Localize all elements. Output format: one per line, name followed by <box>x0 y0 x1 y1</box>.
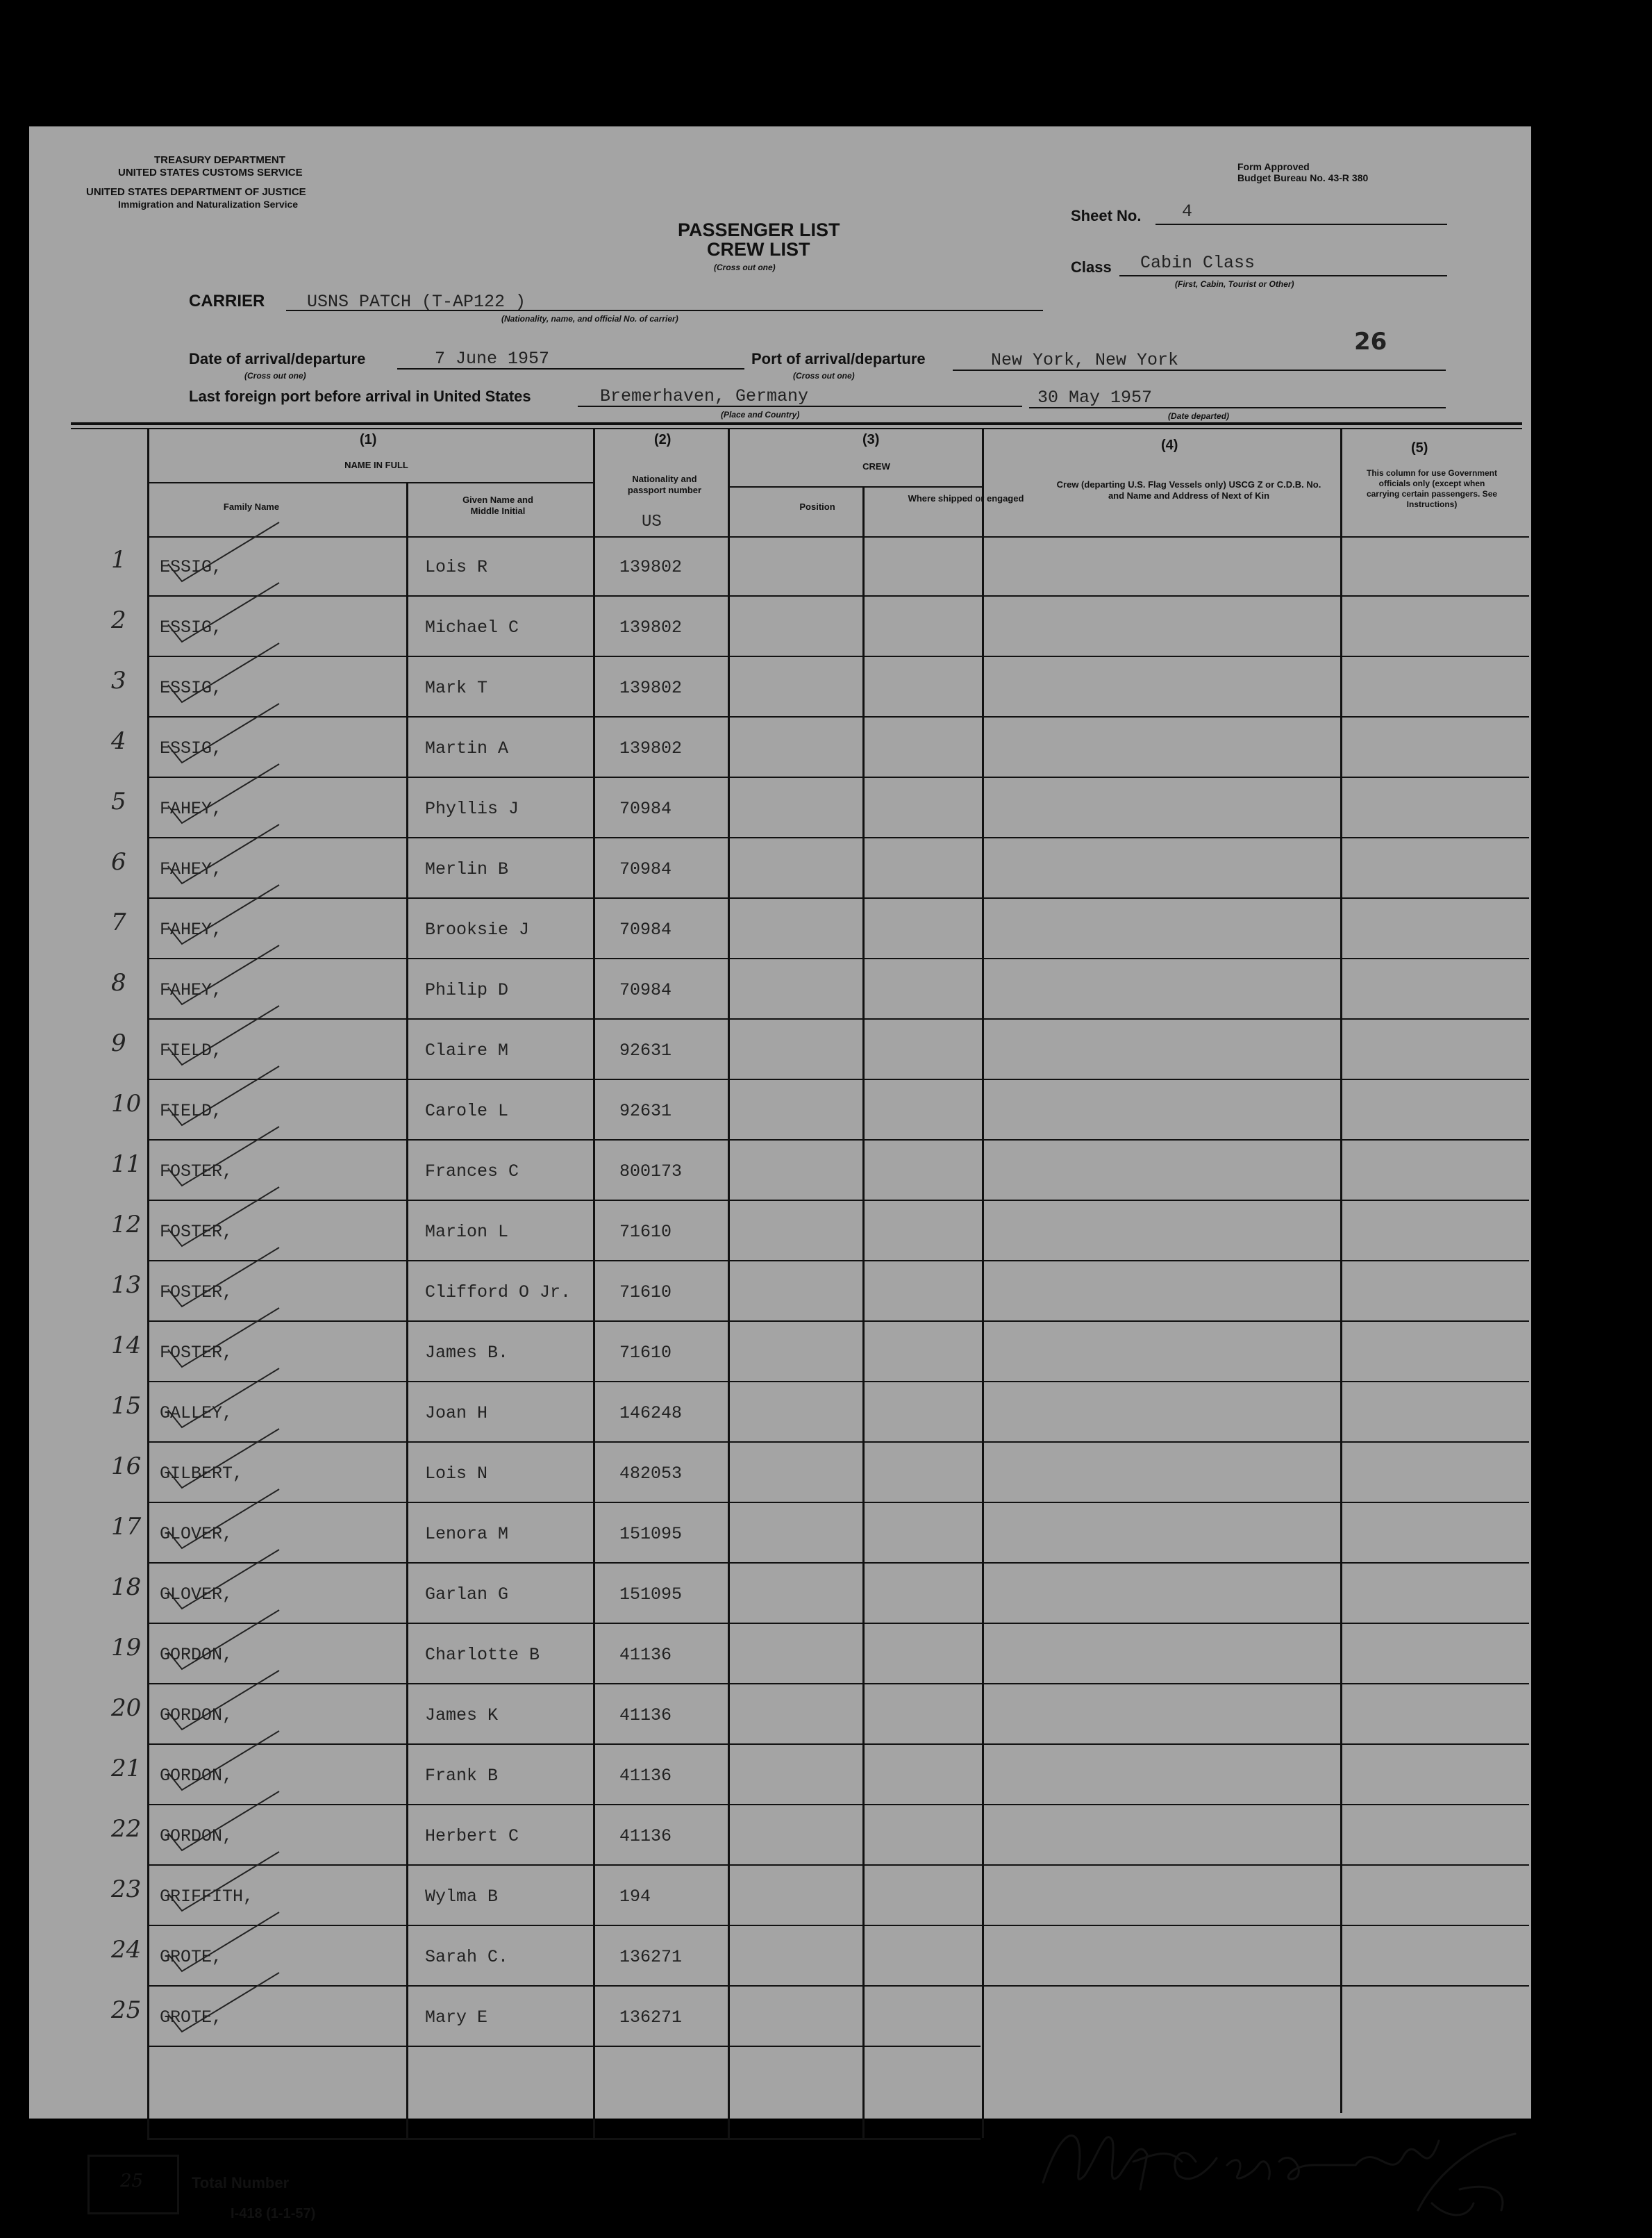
carrier-label: CARRIER <box>189 292 265 310</box>
table-top-rule <box>71 422 1522 425</box>
family-name-cell: GORDON, <box>160 1705 233 1725</box>
class-label: Class <box>1071 258 1112 276</box>
passport-cell: 139802 <box>619 557 683 577</box>
passport-cell: 41136 <box>619 1826 672 1846</box>
passport-cell: 41136 <box>619 1705 672 1725</box>
passport-cell: 136271 <box>619 1947 683 1967</box>
last-port-label: Last foreign port before arrival in United States <box>189 388 531 405</box>
passport-cell: 139802 <box>619 678 683 698</box>
rule-name-subhead <box>147 482 593 483</box>
given-name-cell: Marion L <box>425 1222 509 1242</box>
row-handwritten-number: 19 <box>111 1634 142 1661</box>
passport-cell: 71610 <box>619 1222 672 1242</box>
arrival-port-value: New York, New York <box>991 350 1179 370</box>
table-bottom-rule <box>147 2138 981 2140</box>
family-name-cell: ESSIG, <box>160 557 223 577</box>
family-name-cell: GALLEY, <box>160 1403 233 1423</box>
passport-cell: 151095 <box>619 1584 683 1605</box>
class-note: (First, Cabin, Tourist or Other) <box>1175 279 1294 289</box>
passport-cell: 70984 <box>619 799 672 819</box>
family-name-cell: FOSTER, <box>160 1222 233 1242</box>
family-name-cell: ESSIG, <box>160 738 223 759</box>
family-name-cell: FAHEY, <box>160 980 223 1000</box>
col-family-name: Family Name <box>223 502 280 512</box>
page-stamp: 26 <box>1354 328 1387 356</box>
passport-cell: 70984 <box>619 980 672 1000</box>
given-name-cell: Garlan G <box>425 1584 509 1605</box>
row-handwritten-number: 3 <box>111 667 126 695</box>
document-sheet <box>29 126 1531 2221</box>
family-name-cell: FOSTER, <box>160 1161 233 1182</box>
given-name-cell: Clifford O Jr. <box>425 1282 571 1302</box>
family-name-cell: GLOVER, <box>160 1524 233 1544</box>
given-name-cell: Mark T <box>425 678 488 698</box>
given-name-cell: Carole L <box>425 1101 509 1121</box>
row-handwritten-number: 5 <box>111 788 126 815</box>
given-name-cell: Claire M <box>425 1041 509 1061</box>
arrival-date-label: Date of arrival/departure <box>189 350 366 367</box>
title-note: (Cross out one) <box>714 263 776 272</box>
family-name-cell: FAHEY, <box>160 799 223 819</box>
row-handwritten-number: 12 <box>111 1211 142 1238</box>
arrival-port-note: (Cross out one) <box>793 371 855 381</box>
total-box <box>87 2155 179 2214</box>
col5-title: This column for use Government officials only (except when carrying certain passengers. See Instructions) <box>1366 468 1498 509</box>
row-handwritten-number: 25 <box>111 1996 142 2024</box>
agency-line-1: TREASURY DEPARTMENT <box>154 154 285 166</box>
class-underline <box>1119 275 1447 276</box>
row-handwritten-number: 6 <box>111 848 126 876</box>
family-name-cell: FOSTER, <box>160 1282 233 1302</box>
row-handwritten-number: 24 <box>111 1936 142 1964</box>
col-position: Position <box>799 502 835 512</box>
given-name-cell: Michael C <box>425 617 519 638</box>
arrival-date-note: (Cross out one) <box>244 371 306 381</box>
col5-number: (5) <box>1411 440 1428 456</box>
passport-cell: 71610 <box>619 1282 672 1302</box>
row-handwritten-number: 7 <box>111 909 126 936</box>
given-name-cell: Charlotte B <box>425 1645 540 1665</box>
agency-line-2: UNITED STATES CUSTOMS SERVICE <box>118 167 303 179</box>
col2-title: Nationality and passport number <box>627 474 702 495</box>
family-name-cell: GORDON, <box>160 1766 233 1786</box>
row-handwritten-number: 2 <box>111 606 126 634</box>
agency-line-3: UNITED STATES DEPARTMENT OF JUSTICE <box>86 186 306 198</box>
class-value: Cabin Class <box>1140 253 1255 273</box>
agency-line-4: Immigration and Naturalization Service <box>118 199 299 210</box>
last-port-underline <box>578 406 1022 407</box>
passport-cell: 151095 <box>619 1524 683 1544</box>
family-name-cell: GLOVER, <box>160 1584 233 1605</box>
col3-title: CREW <box>862 461 890 472</box>
given-name-cell: Wylma B <box>425 1887 499 1907</box>
family-name-cell: ESSIG, <box>160 678 223 698</box>
family-name-cell: GORDON, <box>160 1645 233 1665</box>
given-name-cell: Herbert C <box>425 1826 519 1846</box>
col1-number: (1) <box>360 432 377 447</box>
given-name-cell: Phyllis J <box>425 799 519 819</box>
last-port-date-underline <box>1029 407 1446 408</box>
family-name-cell: GROTE, <box>160 2007 223 2028</box>
given-name-cell: Joan H <box>425 1403 488 1423</box>
given-name-cell: Lois R <box>425 557 488 577</box>
row-handwritten-number: 13 <box>111 1271 142 1299</box>
table-row <box>29 1987 1531 2047</box>
given-name-cell: Mary E <box>425 2007 488 2028</box>
col-given-name: Given Name and Middle Initial <box>462 495 533 516</box>
last-port-date-note: (Date departed) <box>1168 411 1230 421</box>
passport-cell: 800173 <box>619 1161 683 1182</box>
col1-title: NAME IN FULL <box>344 460 408 470</box>
col4-title: Crew (departing U.S. Flag Vessels only) USCG Z or C.D.B. No. and Name and Address of Next of Kin <box>1056 479 1321 501</box>
given-name-cell: Frances C <box>425 1161 519 1182</box>
col4-number: (4) <box>1161 438 1178 453</box>
row-handwritten-number: 11 <box>111 1150 142 1178</box>
passport-cell: 136271 <box>619 2007 683 2028</box>
sheet-value: 4 <box>1182 201 1193 222</box>
row-handwritten-number: 20 <box>111 1694 142 1722</box>
col-where-shipped: Where shipped or engaged <box>908 493 1024 504</box>
total-value: 25 <box>120 2171 144 2191</box>
given-name-cell: Lenora M <box>425 1524 509 1544</box>
arrival-date-underline <box>397 368 744 370</box>
passport-cell: 92631 <box>619 1101 672 1121</box>
form-approved-line-2: Budget Bureau No. 43-R 380 <box>1237 172 1369 183</box>
row-handwritten-number: 21 <box>111 1755 142 1782</box>
row-handwritten-number: 1 <box>111 546 126 574</box>
given-name-cell: Frank B <box>425 1766 499 1786</box>
given-name-cell: Merlin B <box>425 859 509 879</box>
family-name-cell: GILBERT, <box>160 1464 244 1484</box>
last-port-value: Bremerhaven, Germany <box>600 386 809 406</box>
row-handwritten-number: 8 <box>111 969 126 997</box>
col2-number: (2) <box>654 432 671 447</box>
col3-number: (3) <box>862 432 880 447</box>
passport-cell: 41136 <box>619 1645 672 1665</box>
row-handwritten-number: 14 <box>111 1332 142 1359</box>
family-name-cell: ESSIG, <box>160 617 223 638</box>
arrival-port-underline <box>953 370 1446 371</box>
given-name-cell: Brooksie J <box>425 920 530 940</box>
table-top-rule-2 <box>71 428 1522 429</box>
last-port-place-note: (Place and Country) <box>721 410 800 420</box>
inspector-signature <box>1029 2099 1557 2238</box>
carrier-value: USNS PATCH (T-AP122 ) <box>307 292 526 312</box>
family-name-cell: FIELD, <box>160 1101 223 1121</box>
family-name-cell: FOSTER, <box>160 1343 233 1363</box>
passport-cell: 139802 <box>619 738 683 759</box>
passport-cell: 92631 <box>619 1041 672 1061</box>
check-mark-icon <box>140 1966 307 2042</box>
family-name-cell: FAHEY, <box>160 920 223 940</box>
given-name-cell: Philip D <box>425 980 509 1000</box>
title-passenger-list: PASSENGER LIST <box>678 219 840 240</box>
title-crew-list: CREW LIST <box>707 239 810 260</box>
given-name-cell: Sarah C. <box>425 1947 509 1967</box>
passport-cell: 146248 <box>619 1403 683 1423</box>
form-number: I-418 (1-1-57) <box>231 2206 316 2221</box>
sheet-underline <box>1155 224 1447 225</box>
carrier-note: (Nationality, name, and official No. of carrier) <box>501 314 678 324</box>
family-name-cell: GROTE, <box>160 1947 223 1967</box>
row-handwritten-number: 4 <box>111 727 126 755</box>
arrival-date-value: 7 June 1957 <box>435 349 550 369</box>
row-handwritten-number: 17 <box>111 1513 142 1541</box>
total-label: Total Number <box>192 2174 290 2191</box>
given-name-cell: James K <box>425 1705 499 1725</box>
row-handwritten-number: 16 <box>111 1452 142 1480</box>
row-handwritten-number: 9 <box>111 1029 126 1057</box>
last-port-date-value: 30 May 1957 <box>1037 388 1153 408</box>
row-handwritten-number: 18 <box>111 1573 142 1601</box>
passport-cell: 194 <box>619 1887 651 1907</box>
rule-crew-subhead <box>728 486 982 488</box>
passport-cell: 482053 <box>619 1464 683 1484</box>
family-name-cell: FIELD, <box>160 1041 223 1061</box>
given-name-cell: James B. <box>425 1343 509 1363</box>
row-rule <box>147 2046 981 2047</box>
passport-cell: 71610 <box>619 1343 672 1363</box>
nationality-value: US <box>642 513 662 531</box>
carrier-underline <box>286 310 1043 311</box>
row-handwritten-number: 23 <box>111 1875 142 1903</box>
passport-cell: 70984 <box>619 920 672 940</box>
family-name-cell: FAHEY, <box>160 859 223 879</box>
row-handwritten-number: 10 <box>111 1090 142 1118</box>
sheet-label: Sheet No. <box>1071 207 1142 224</box>
row-handwritten-number: 15 <box>111 1392 142 1420</box>
arrival-port-label: Port of arrival/departure <box>751 350 926 367</box>
row-handwritten-number: 22 <box>111 1815 142 1843</box>
given-name-cell: Lois N <box>425 1464 488 1484</box>
family-name-cell: GORDON, <box>160 1826 233 1846</box>
family-name-cell: GRIFFITH, <box>160 1887 254 1907</box>
passport-cell: 139802 <box>619 617 683 638</box>
passport-cell: 70984 <box>619 859 672 879</box>
given-name-cell: Martin A <box>425 738 509 759</box>
passport-cell: 41136 <box>619 1766 672 1786</box>
form-approved-line-1: Form Approved <box>1237 161 1310 172</box>
